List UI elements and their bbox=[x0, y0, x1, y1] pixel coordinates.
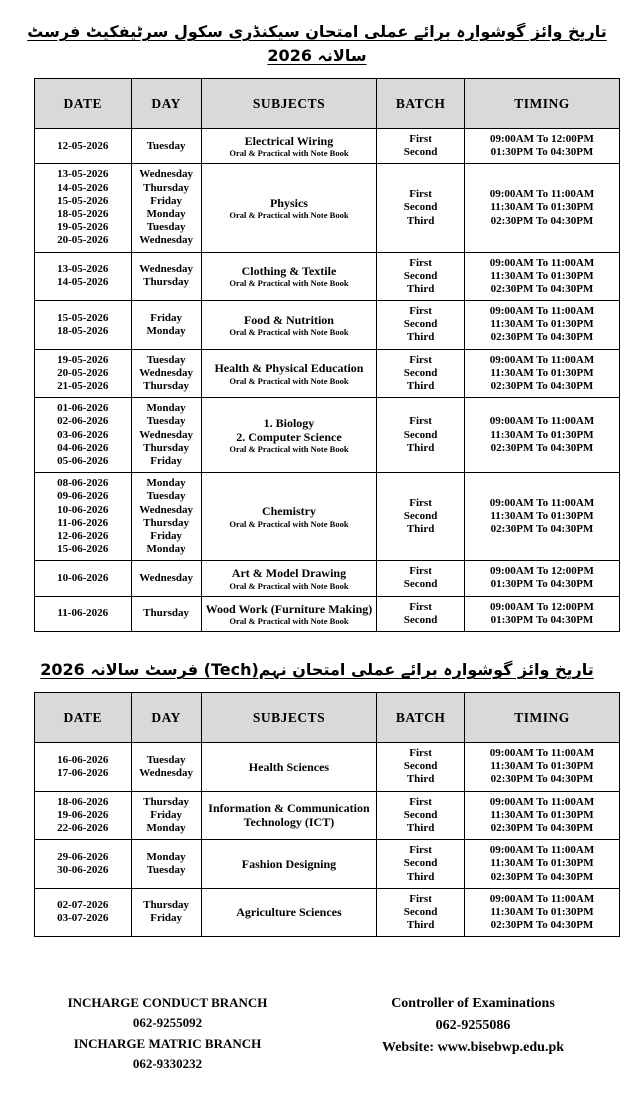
subject-cell-line: Electrical Wiring bbox=[244, 133, 334, 148]
batch-cell-line: Second bbox=[403, 578, 438, 591]
subject-note: Oral & Practical with Note Book bbox=[229, 210, 349, 221]
website-label: Website: bbox=[381, 1039, 435, 1055]
column-header-timing: TIMING bbox=[464, 693, 619, 743]
date-cell-line: 08-06-2026 bbox=[57, 477, 109, 490]
timing-cell-line: 11:30AM To 01:30PM bbox=[490, 808, 594, 821]
date-cell-line: 14-05-2026 bbox=[57, 181, 109, 194]
timing-cell-line: 11:30AM To 01:30PM bbox=[490, 905, 594, 918]
subject-cell-line: Fashion Designing bbox=[241, 856, 337, 871]
timing-cell-line: 02:30PM To 04:30PM bbox=[490, 821, 594, 834]
batch-cell-line: First bbox=[409, 133, 432, 145]
subject-note: Oral & Practical with Note Book bbox=[229, 375, 349, 386]
date-cell bbox=[35, 129, 132, 164]
controller-phone: 062-9255086 bbox=[435, 1017, 511, 1033]
batch-cell bbox=[377, 473, 465, 561]
day-cell bbox=[131, 129, 201, 164]
conduct-branch-phone: 062-9255092 bbox=[132, 1015, 203, 1031]
subject-cell bbox=[201, 888, 377, 937]
timing-cell bbox=[464, 596, 619, 631]
timing-cell-line: 02:30PM To 04:30PM bbox=[490, 919, 594, 932]
incharge-matric-branch-label: INCHARGE MATRIC BRANCH bbox=[73, 1035, 262, 1051]
website-line bbox=[342, 1037, 604, 1059]
timing-cell-line: 09:00AM To 11:00AM bbox=[489, 844, 595, 857]
batch-cell-line: First bbox=[409, 305, 432, 318]
subject-cell-line: Agriculture Sciences bbox=[236, 905, 342, 920]
date-cell bbox=[35, 791, 132, 840]
date-cell-line: 12-05-2026 bbox=[57, 139, 109, 152]
batch-cell bbox=[377, 398, 465, 473]
column-header-batch: BATCH bbox=[377, 693, 465, 743]
day-cell-line: Thursday bbox=[143, 795, 190, 808]
day-cell-line: Friday bbox=[150, 311, 182, 324]
day-cell bbox=[131, 743, 201, 792]
timing-cell bbox=[464, 561, 619, 596]
batch-cell-line: Second bbox=[403, 318, 438, 331]
batch-cell-line: Third bbox=[406, 523, 435, 536]
batch-cell bbox=[377, 301, 465, 350]
subject-cell-line: Chemistry bbox=[261, 504, 316, 519]
batch-cell-line: Second bbox=[403, 857, 438, 870]
date-cell bbox=[35, 840, 132, 889]
timing-cell-line: 09:00AM To 11:00AM bbox=[489, 892, 595, 905]
date-cell-line: 02-06-2026 bbox=[57, 415, 109, 428]
date-cell-line: 02-07-2026 bbox=[57, 899, 109, 912]
batch-cell-line: Third bbox=[406, 282, 435, 295]
controller-of-examinations-label: Controller of Examinations bbox=[391, 996, 555, 1012]
day-cell-line: Monday bbox=[146, 543, 186, 556]
timing-cell-line: 09:00AM To 11:00AM bbox=[489, 747, 595, 759]
day-cell-line: Friday bbox=[150, 454, 182, 467]
matric-branch-phone: 062-9330232 bbox=[132, 1055, 203, 1071]
timing-cell bbox=[464, 349, 619, 398]
timing-cell bbox=[464, 252, 619, 301]
batch-cell-line: Third bbox=[406, 870, 435, 883]
day-cell-line: Thursday bbox=[143, 441, 190, 454]
date-cell-line: 18-05-2026 bbox=[57, 207, 109, 220]
day-cell-line: Thursday bbox=[143, 276, 190, 289]
timing-cell-line: 11:30AM To 01:30PM bbox=[490, 760, 594, 773]
timing-cell bbox=[464, 398, 619, 473]
timing-cell-line: 11:30AM To 01:30PM bbox=[490, 857, 594, 870]
date-cell-line: 20-05-2026 bbox=[57, 234, 109, 247]
timing-cell bbox=[464, 301, 619, 350]
subject-cell bbox=[201, 252, 377, 301]
subject-note: Oral & Practical with Note Book bbox=[229, 444, 349, 455]
column-header-day: DAY bbox=[131, 693, 201, 743]
schedule-row bbox=[35, 164, 620, 252]
batch-cell-line: First bbox=[409, 600, 432, 613]
day-cell-line: Tuesday bbox=[146, 415, 186, 428]
column-header-timing: TIMING bbox=[464, 79, 619, 129]
day-cell-line: Tuesday bbox=[146, 353, 186, 366]
batch-cell bbox=[377, 561, 465, 596]
day-cell-line: Wednesday bbox=[139, 571, 193, 584]
subject-note: Oral & Practical with Note Book bbox=[229, 580, 349, 591]
batch-cell bbox=[377, 252, 465, 301]
timing-cell-line: 02:30PM To 04:30PM bbox=[490, 214, 594, 227]
schedule-row bbox=[35, 743, 620, 792]
subject-cell bbox=[201, 164, 377, 252]
timing-cell-line: 09:00AM To 11:00AM bbox=[489, 795, 595, 808]
day-cell bbox=[131, 473, 201, 561]
footer bbox=[30, 993, 604, 1074]
timing-cell-line: 02:30PM To 04:30PM bbox=[490, 441, 594, 454]
day-cell-line: Friday bbox=[150, 808, 182, 821]
subject-cell-line: Health Sciences bbox=[248, 759, 330, 774]
batch-cell bbox=[377, 129, 465, 164]
batch-cell-line: First bbox=[409, 844, 432, 857]
timing-cell-line: 09:00AM To 11:00AM bbox=[489, 188, 595, 201]
batch-cell bbox=[377, 791, 465, 840]
timing-cell-line: 09:00AM To 11:00AM bbox=[489, 415, 595, 428]
batch-cell-line: First bbox=[409, 795, 432, 808]
day-cell-line: Thursday bbox=[143, 607, 190, 620]
day-cell-line: Tuesday bbox=[146, 863, 186, 876]
timing-cell bbox=[464, 129, 619, 164]
batch-cell bbox=[377, 164, 465, 252]
timing-cell-line: 02:30PM To 04:30PM bbox=[490, 870, 594, 883]
day-cell-line: Tuesday bbox=[146, 490, 186, 503]
day-cell-line: Friday bbox=[150, 529, 182, 542]
timing-cell-line: 09:00AM To 11:00AM bbox=[489, 496, 595, 509]
date-cell bbox=[35, 473, 132, 561]
page-title-ssc: تاریخ وائز گوشوارہ برائے عملی امتحان سیکنڈری سکول سرٹیفکیٹ فرسٹ سالانہ 2026 bbox=[27, 22, 607, 65]
timing-cell-line: 09:00AM To 11:00AM bbox=[489, 353, 595, 366]
schedule-row bbox=[35, 596, 620, 631]
ssc-practical-schedule-table bbox=[34, 78, 620, 632]
batch-cell-line: First bbox=[409, 353, 432, 366]
batch-cell-line: First bbox=[409, 892, 432, 905]
batch-cell-line: Second bbox=[403, 428, 438, 441]
day-cell-line: Wednesday bbox=[139, 766, 193, 779]
timing-cell-line: 02:30PM To 04:30PM bbox=[490, 773, 594, 786]
batch-cell-line: Second bbox=[403, 201, 438, 214]
batch-cell-line: First bbox=[409, 747, 432, 759]
subject-cell-line: Health & Physical Education bbox=[214, 361, 364, 376]
date-cell-line: 03-06-2026 bbox=[57, 428, 109, 441]
timing-cell-line: 09:00AM To 12:00PM bbox=[490, 133, 594, 145]
date-cell-line: 13-05-2026 bbox=[57, 168, 109, 181]
schedule-row bbox=[35, 301, 620, 350]
subject-cell bbox=[201, 349, 377, 398]
subject-cell bbox=[201, 473, 377, 561]
date-cell-line: 20-05-2026 bbox=[57, 366, 109, 379]
day-cell-line: Monday bbox=[146, 477, 186, 490]
subject-note: Oral & Practical with Note Book bbox=[229, 615, 349, 626]
date-cell bbox=[35, 301, 132, 350]
page-title-ninth-tech: تاریخ وائز گوشوارہ برائے عملی امتحان نہم(Tech) فرسٹ سالانہ 2026 bbox=[40, 660, 594, 679]
website-link[interactable]: www.bisebwp.edu.pk bbox=[437, 1039, 565, 1055]
timing-cell-line: 11:30AM To 01:30PM bbox=[490, 366, 594, 379]
table-header-row bbox=[35, 693, 620, 743]
footer-controller-block bbox=[342, 993, 604, 1074]
timing-cell-line: 01:30PM To 04:30PM bbox=[490, 613, 594, 626]
column-header-date: DATE bbox=[35, 79, 132, 129]
subject-cell bbox=[201, 840, 377, 889]
timing-cell-line: 09:00AM To 12:00PM bbox=[490, 565, 594, 578]
day-cell-line: Monday bbox=[146, 821, 186, 834]
schedule-row bbox=[35, 473, 620, 561]
day-cell-line: Thursday bbox=[143, 899, 190, 912]
date-cell-line: 16-06-2026 bbox=[57, 753, 109, 766]
date-cell-line: 21-05-2026 bbox=[57, 380, 109, 392]
timing-cell-line: 01:30PM To 04:30PM bbox=[490, 578, 594, 591]
day-cell-line: Thursday bbox=[143, 181, 190, 194]
subject-cell-line: Physics bbox=[269, 195, 308, 210]
batch-cell-line: Second bbox=[403, 760, 438, 773]
date-cell-line: 15-06-2026 bbox=[57, 543, 109, 556]
batch-cell bbox=[377, 596, 465, 631]
day-cell-line: Friday bbox=[150, 912, 182, 925]
day-cell-line: Wednesday bbox=[139, 366, 193, 379]
date-cell-line: 14-05-2026 bbox=[57, 276, 109, 289]
column-header-subjects: SUBJECTS bbox=[201, 79, 377, 129]
day-cell bbox=[131, 840, 201, 889]
date-cell-line: 05-06-2026 bbox=[57, 454, 109, 467]
batch-cell bbox=[377, 349, 465, 398]
schedule-row bbox=[35, 252, 620, 301]
batch-cell-line: First bbox=[409, 496, 432, 509]
timing-cell-line: 02:30PM To 04:30PM bbox=[490, 523, 594, 536]
timing-cell-line: 11:30AM To 01:30PM bbox=[490, 510, 594, 523]
schedule-row bbox=[35, 349, 620, 398]
day-cell bbox=[131, 398, 201, 473]
subject-cell-line: Technology (ICT) bbox=[243, 815, 335, 830]
date-cell-line: 10-06-2026 bbox=[57, 571, 109, 584]
day-cell-line: Monday bbox=[146, 850, 186, 863]
column-header-batch: BATCH bbox=[377, 79, 465, 129]
date-cell bbox=[35, 164, 132, 252]
timing-cell bbox=[464, 473, 619, 561]
batch-cell-line: Second bbox=[403, 146, 438, 159]
subject-cell-line: Wood Work (Furniture Making) bbox=[205, 601, 373, 616]
batch-cell bbox=[377, 888, 465, 937]
day-cell bbox=[131, 596, 201, 631]
date-cell bbox=[35, 349, 132, 398]
day-cell-line: Tuesday bbox=[146, 221, 186, 234]
batch-cell bbox=[377, 840, 465, 889]
timing-cell bbox=[464, 791, 619, 840]
timing-cell-line: 02:30PM To 04:30PM bbox=[490, 380, 594, 392]
day-cell bbox=[131, 791, 201, 840]
date-cell-line: 30-06-2026 bbox=[57, 863, 109, 876]
date-cell-line: 10-06-2026 bbox=[57, 503, 109, 516]
day-cell bbox=[131, 301, 201, 350]
batch-cell-line: Second bbox=[403, 613, 438, 626]
date-cell-line: 17-06-2026 bbox=[57, 766, 109, 779]
batch-cell-line: Second bbox=[403, 808, 438, 821]
batch-cell-line: Third bbox=[406, 331, 435, 344]
subject-cell bbox=[201, 596, 377, 631]
date-cell-line: 15-05-2026 bbox=[57, 311, 109, 324]
day-cell-line: Wednesday bbox=[139, 503, 193, 516]
subject-cell-line: Art & Model Drawing bbox=[231, 566, 347, 581]
table-header-row bbox=[35, 79, 620, 129]
day-cell-line: Wednesday bbox=[139, 234, 193, 247]
schedule-row bbox=[35, 888, 620, 937]
date-cell bbox=[35, 252, 132, 301]
date-cell-line: 11-06-2026 bbox=[57, 516, 109, 529]
batch-cell-line: Third bbox=[406, 214, 435, 227]
day-cell-line: Monday bbox=[146, 402, 186, 415]
timing-cell-line: 11:30AM To 01:30PM bbox=[490, 318, 594, 331]
timing-cell-line: 02:30PM To 04:30PM bbox=[490, 282, 594, 295]
day-cell-line: Wednesday bbox=[139, 428, 193, 441]
timing-cell-line: 09:00AM To 11:00AM bbox=[489, 256, 595, 269]
subject-note: Oral & Practical with Note Book bbox=[229, 326, 349, 337]
date-cell bbox=[35, 561, 132, 596]
subject-cell bbox=[201, 791, 377, 840]
timing-cell-line: 11:30AM To 01:30PM bbox=[490, 269, 594, 282]
batch-cell-line: First bbox=[409, 188, 432, 201]
day-cell-line: Wednesday bbox=[139, 168, 193, 181]
day-cell-line: Friday bbox=[150, 194, 182, 207]
date-cell-line: 18-06-2026 bbox=[57, 795, 109, 808]
batch-cell-line: Third bbox=[406, 919, 435, 932]
incharge-conduct-branch-label: INCHARGE CONDUCT BRANCH bbox=[67, 995, 268, 1011]
subject-cell-line: Clothing & Textile bbox=[241, 263, 337, 278]
subject-cell bbox=[201, 301, 377, 350]
batch-cell-line: First bbox=[409, 256, 432, 269]
subject-cell bbox=[201, 398, 377, 473]
batch-cell-line: Second bbox=[403, 366, 438, 379]
day-cell bbox=[131, 888, 201, 937]
day-cell-line: Thursday bbox=[143, 380, 190, 392]
date-cell-line: 15-05-2026 bbox=[57, 194, 109, 207]
schedule-row bbox=[35, 840, 620, 889]
day-cell-line: Tuesday bbox=[146, 753, 186, 766]
date-cell bbox=[35, 888, 132, 937]
day-cell-line: Monday bbox=[146, 324, 186, 337]
timing-cell bbox=[464, 840, 619, 889]
schedule-row bbox=[35, 129, 620, 164]
timing-cell-line: 11:30AM To 01:30PM bbox=[490, 201, 594, 214]
date-cell-line: 13-05-2026 bbox=[57, 263, 109, 276]
column-header-date: DATE bbox=[35, 693, 132, 743]
timing-cell bbox=[464, 743, 619, 792]
subject-note: Oral & Practical with Note Book bbox=[229, 518, 349, 529]
timing-cell-line: 01:30PM To 04:30PM bbox=[490, 146, 594, 159]
day-cell bbox=[131, 164, 201, 252]
date-cell bbox=[35, 596, 132, 631]
batch-cell-line: Third bbox=[406, 821, 435, 834]
subject-note: Oral & Practical with Note Book bbox=[229, 148, 349, 159]
date-cell-line: 11-06-2026 bbox=[57, 607, 109, 620]
batch-cell bbox=[377, 743, 465, 792]
date-cell-line: 12-06-2026 bbox=[57, 529, 109, 542]
day-cell bbox=[131, 561, 201, 596]
date-cell-line: 04-06-2026 bbox=[57, 441, 109, 454]
date-cell-line: 18-05-2026 bbox=[57, 324, 109, 337]
timing-cell bbox=[464, 164, 619, 252]
timing-cell-line: 09:00AM To 12:00PM bbox=[490, 600, 594, 613]
schedule-row bbox=[35, 561, 620, 596]
batch-cell-line: Second bbox=[403, 510, 438, 523]
date-cell-line: 29-06-2026 bbox=[57, 850, 109, 863]
date-cell-line: 03-07-2026 bbox=[57, 912, 109, 925]
date-cell bbox=[35, 743, 132, 792]
subject-cell bbox=[201, 129, 377, 164]
batch-cell-line: Second bbox=[403, 905, 438, 918]
ninth-tech-practical-schedule-table bbox=[34, 692, 620, 937]
day-cell-line: Tuesday bbox=[146, 139, 186, 152]
date-cell-line: 19-06-2026 bbox=[57, 808, 109, 821]
batch-cell-line: First bbox=[409, 415, 432, 428]
batch-cell-line: Third bbox=[406, 380, 435, 392]
footer-incharge-block bbox=[30, 993, 305, 1074]
day-cell bbox=[131, 349, 201, 398]
subject-cell-line: 2. Computer Science bbox=[236, 430, 342, 445]
schedule-row bbox=[35, 398, 620, 473]
timing-cell-line: 09:00AM To 11:00AM bbox=[489, 305, 595, 318]
batch-cell-line: Second bbox=[403, 269, 438, 282]
date-cell-line: 22-06-2026 bbox=[57, 821, 109, 834]
day-cell-line: Wednesday bbox=[139, 263, 193, 276]
timing-cell-line: 11:30AM To 01:30PM bbox=[490, 428, 594, 441]
batch-cell-line: Third bbox=[406, 773, 435, 786]
subject-cell-line: 1. Biology bbox=[263, 415, 315, 430]
column-header-subjects: SUBJECTS bbox=[201, 693, 377, 743]
date-cell-line: 19-05-2026 bbox=[57, 353, 109, 366]
date-cell bbox=[35, 398, 132, 473]
date-cell-line: 01-06-2026 bbox=[57, 402, 109, 415]
timing-cell-line: 02:30PM To 04:30PM bbox=[490, 331, 594, 344]
batch-cell-line: Third bbox=[406, 441, 435, 454]
day-cell bbox=[131, 252, 201, 301]
date-cell-line: 19-05-2026 bbox=[57, 221, 109, 234]
subject-note: Oral & Practical with Note Book bbox=[229, 278, 349, 289]
day-cell-line: Monday bbox=[146, 207, 186, 220]
date-cell-line: 09-06-2026 bbox=[57, 490, 109, 503]
timing-cell bbox=[464, 888, 619, 937]
schedule-row bbox=[35, 791, 620, 840]
column-header-day: DAY bbox=[131, 79, 201, 129]
batch-cell-line: First bbox=[409, 565, 432, 578]
subject-cell bbox=[201, 561, 377, 596]
subject-cell-line: Information & Communication bbox=[208, 800, 370, 815]
subject-cell-line: Food & Nutrition bbox=[243, 312, 334, 327]
day-cell-line: Thursday bbox=[143, 516, 190, 529]
subject-cell bbox=[201, 743, 377, 792]
